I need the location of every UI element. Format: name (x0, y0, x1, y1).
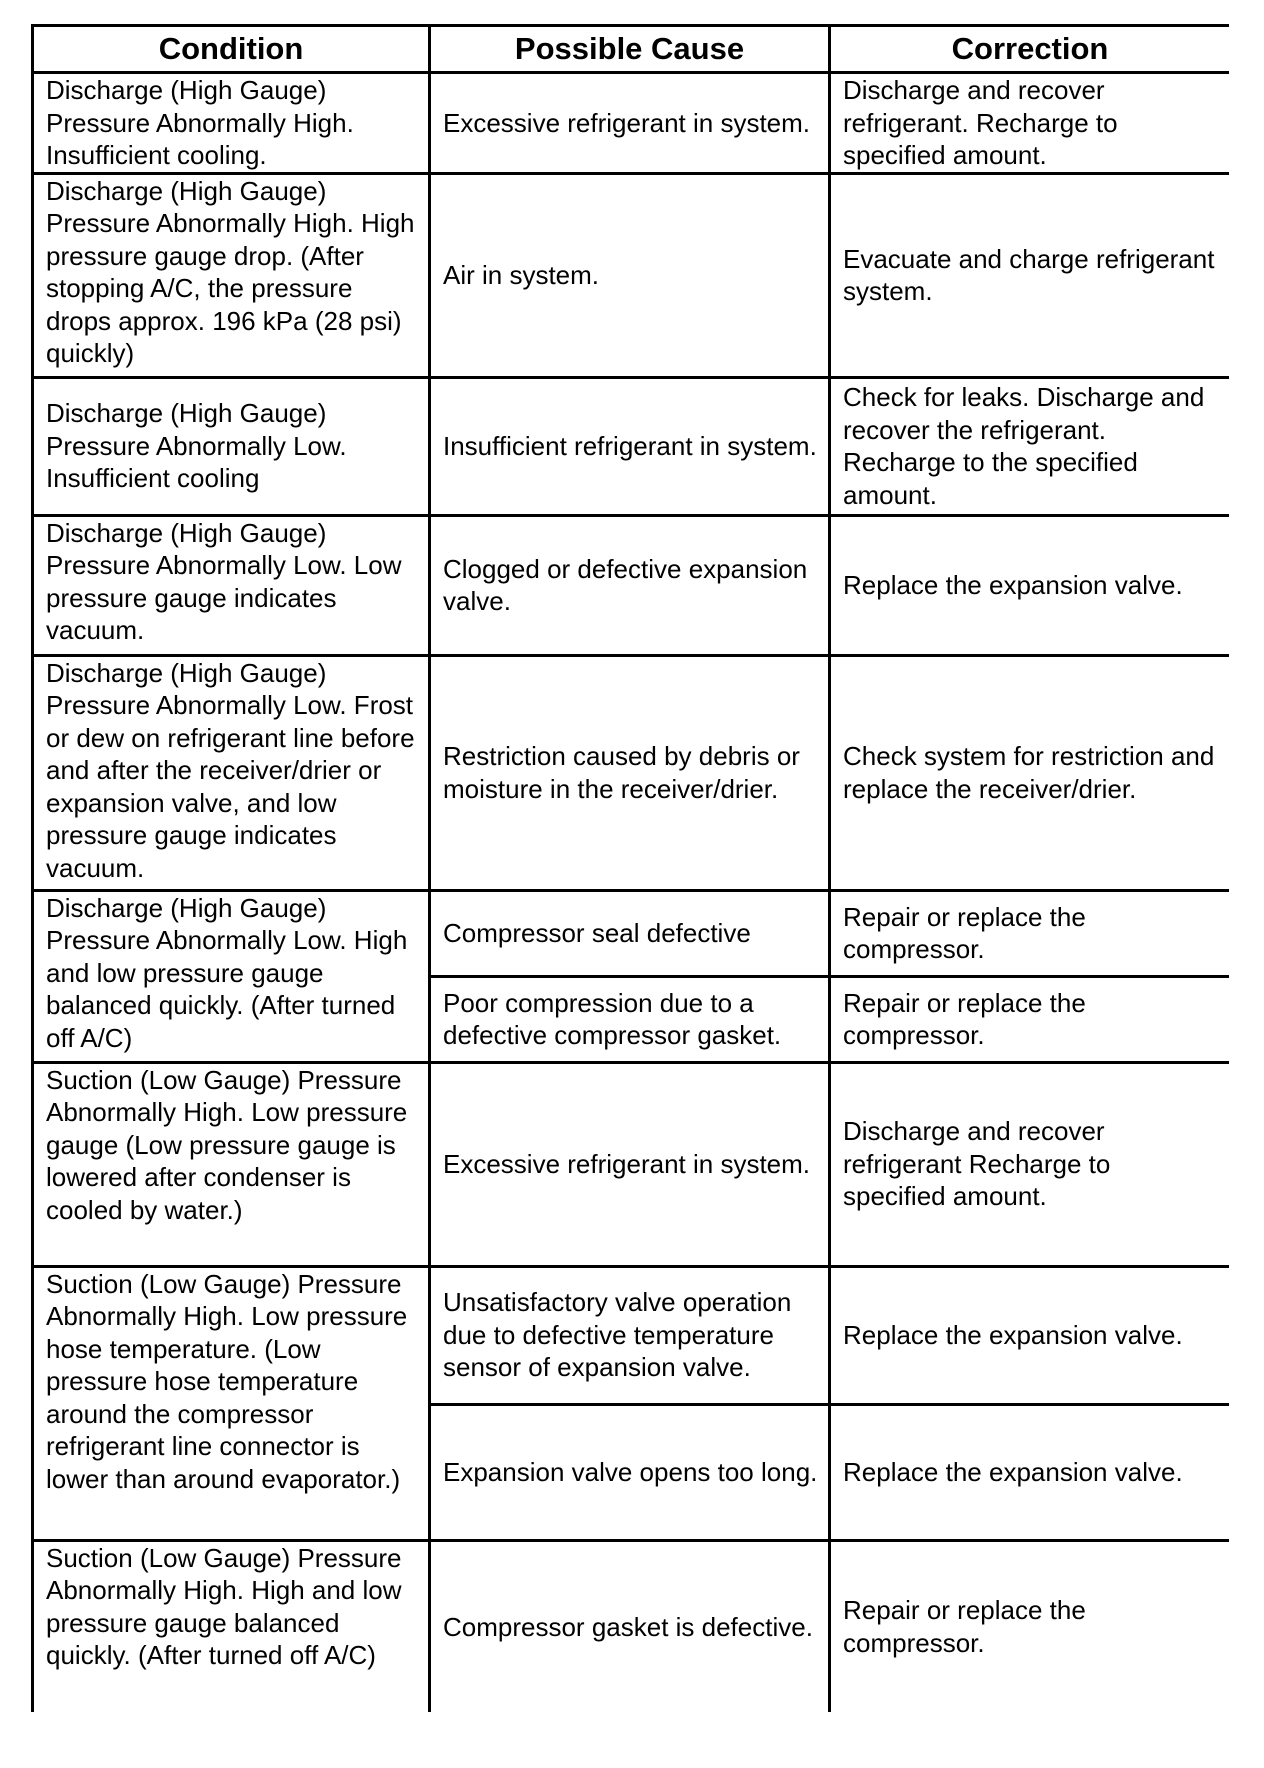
table-row (33, 1540, 1230, 1712)
table-row (33, 173, 1230, 377)
cause-cell: Compressor gasket is defective. (430, 1540, 830, 1712)
troubleshooting-table-container (31, 24, 1229, 1740)
correction-cell: Repair or replace the compressor. (830, 890, 1230, 976)
correction-cell: Discharge and recover refrigerant Recharge to specified amount. (830, 1062, 1230, 1266)
correction-cell: Repair or replace the compressor. (830, 1540, 1230, 1712)
condition-cell: Suction (Low Gauge) Pressure Abnormally High. Low pressure hose temperature. (Low pressure hose temperature around the compressor refrigerant line connector is lower than around evaporator.) (33, 1266, 430, 1540)
table-row (33, 890, 1230, 976)
correction-cell: Discharge and recover refrigerant. Recharge to specified amount. (830, 73, 1230, 174)
condition-cell: Suction (Low Gauge) Pressure Abnormally High. High and low pressure gauge balanced quickly. (After turned off A/C) (33, 1540, 430, 1712)
correction-cell: Check for leaks. Discharge and recover the refrigerant. Recharge to the specified amount. (830, 377, 1230, 515)
correction-cell: Check system for restriction and replace the receiver/drier. (830, 655, 1230, 890)
correction-cell: Evacuate and charge refrigerant system. (830, 173, 1230, 377)
cause-cell: Expansion valve opens too long. (430, 1404, 830, 1540)
table-row (33, 1266, 1230, 1404)
cause-cell: Air in system. (430, 173, 830, 377)
table-row (33, 1062, 1230, 1266)
cause-cell: Excessive refrigerant in system. (430, 73, 830, 174)
table-row (33, 655, 1230, 890)
cause-cell: Clogged or defective expansion valve. (430, 515, 830, 655)
table-row (33, 73, 1230, 174)
condition-cell: Discharge (High Gauge) Pressure Abnormally Low. High and low pressure gauge balanced quickly. (After turned off A/C) (33, 890, 430, 1062)
correction-cell: Repair or replace the compressor. (830, 976, 1230, 1062)
cause-cell: Poor compression due to a defective compressor gasket. (430, 976, 830, 1062)
cause-cell: Unsatisfactory valve operation due to defective temperature sensor of expansion valve. (430, 1266, 830, 1404)
cause-cell: Restriction caused by debris or moisture in the receiver/drier. (430, 655, 830, 890)
condition-cell: Discharge (High Gauge) Pressure Abnormally High. High pressure gauge drop. (After stopping A/C, the pressure drops approx. 196 kPa (28 psi) quickly) (33, 173, 430, 377)
table-row (33, 377, 1230, 515)
cause-cell: Compressor seal defective (430, 890, 830, 976)
cause-cell: Insufficient refrigerant in system. (430, 377, 830, 515)
header-possible-cause: Possible Cause (430, 26, 830, 73)
condition-cell: Discharge (High Gauge) Pressure Abnormally High. Insufficient cooling. (33, 73, 430, 174)
condition-cell: Discharge (High Gauge) Pressure Abnormally Low. Frost or dew on refrigerant line before and after the receiver/drier or expansion valve, and low pressure gauge indicates vacuum. (33, 655, 430, 890)
correction-cell: Replace the expansion valve. (830, 1404, 1230, 1540)
condition-cell: Discharge (High Gauge) Pressure Abnormally Low. Insufficient cooling (33, 377, 430, 515)
header-row (33, 26, 1230, 73)
header-condition: Condition (33, 26, 430, 73)
correction-cell: Replace the expansion valve. (830, 1266, 1230, 1404)
troubleshooting-table (31, 24, 1229, 1712)
header-correction: Correction (830, 26, 1230, 73)
correction-cell: Replace the expansion valve. (830, 515, 1230, 655)
condition-cell: Discharge (High Gauge) Pressure Abnormally Low. Low pressure gauge indicates vacuum. (33, 515, 430, 655)
table-row (33, 515, 1230, 655)
condition-cell: Suction (Low Gauge) Pressure Abnormally High. Low pressure gauge (Low pressure gauge is lowered after condenser is cooled by water.) (33, 1062, 430, 1266)
cause-cell: Excessive refrigerant in system. (430, 1062, 830, 1266)
